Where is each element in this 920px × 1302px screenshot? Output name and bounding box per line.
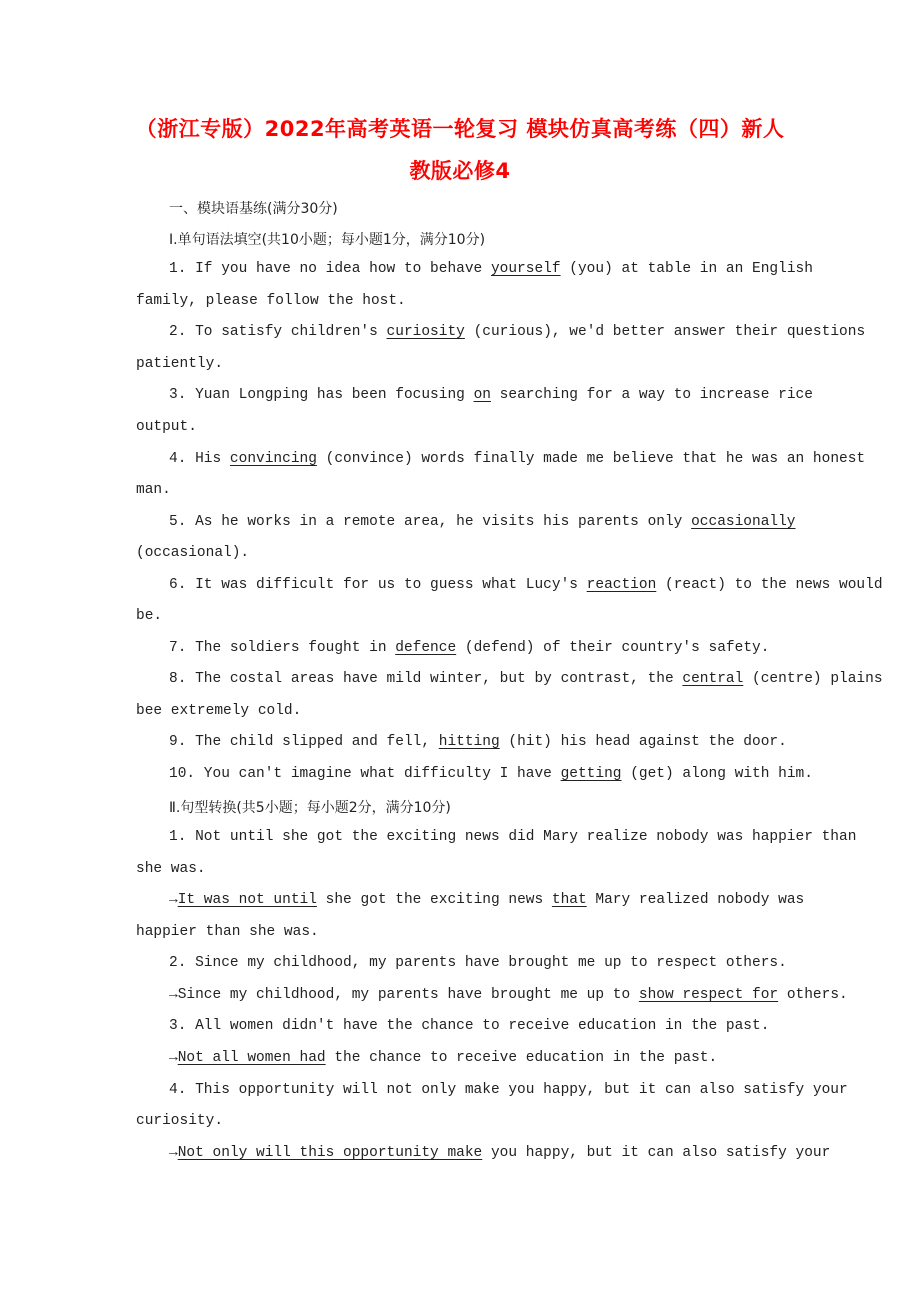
answer: on [473,387,491,403]
transform-3-question: 3. All women didn't have the chance to receive education in the past. [169,1018,770,1034]
answer: reaction [586,577,657,593]
question-1: 1. If you have no idea how to behave yourself (you) at table in an English [169,261,813,277]
question-2-cont: patiently. [136,356,224,372]
question-6: 6. It was difficult for us to guess what Lucy's reaction (react) to the news would [169,577,883,593]
transform-1-question-cont: she was. [136,861,206,877]
part2-heading: Ⅱ.句型转换(共5小题；每小题2分，满分10分) [169,800,451,816]
document-title-line1: （浙江专版）2022年高考英语一轮复习 模块仿真高考练（四）新人 [135,117,785,141]
section-heading: 一、模块语基练(满分30分) [169,201,338,217]
question-6-cont: be. [136,608,163,624]
transform-1-question: 1. Not until she got the exciting news did Mary realize nobody was happier than [169,829,857,845]
transform-2-answer: →Since my childhood, my parents have brought me up to show respect for others. [169,987,848,1003]
answer: occasionally [691,514,796,530]
part1-heading: Ⅰ.单句语法填空(共10小题；每小题1分，满分10分) [169,232,486,248]
answer: getting [560,766,622,782]
arrow-icon: → [169,987,178,1003]
question-10: 10. You can't imagine what difficulty I have getting (get) along with him. [169,766,813,782]
question-5-cont: (occasional). [136,545,250,561]
question-1-cont: family, please follow the host. [136,293,406,309]
transform-4-question-cont: curiosity. [136,1113,224,1129]
transform-1-answer: →It was not until she got the exciting news that Mary realized nobody was [169,892,805,908]
arrow-icon: → [169,1145,178,1161]
question-4-cont: man. [136,482,171,498]
question-7: 7. The soldiers fought in defence (defend) of their country's safety. [169,640,770,656]
document-title-line2: 教版必修4 [409,159,511,183]
answer: convincing [229,451,317,467]
question-2: 2. To satisfy children's curiosity (curious), we'd better answer their questions [169,324,866,340]
question-9: 9. The child slipped and fell, hitting (hit) his head against the door. [169,734,787,750]
answer: curiosity [386,324,465,340]
question-8-cont: bee extremely cold. [136,703,302,719]
answer: central [682,671,744,687]
arrow-icon: → [169,892,178,908]
answer: yourself [490,261,561,277]
transform-4-question: 4. This opportunity will not only make you happy, but it can also satisfy your [169,1082,848,1098]
transform-3-answer: →Not all women had the chance to receive education in the past. [169,1050,718,1066]
question-5: 5. As he works in a remote area, he visits his parents only occasionally [169,514,796,530]
arrow-icon: → [169,1050,178,1066]
transform-4-answer: →Not only will this opportunity make you happy, but it can also satisfy your [169,1145,831,1161]
question-4: 4. His convincing (convince) words finally made me believe that he was an honest [169,451,866,467]
transform-2-question: 2. Since my childhood, my parents have brought me up to respect others. [169,955,787,971]
answer: defence [395,640,457,656]
question-8: 8. The costal areas have mild winter, but by contrast, the central (centre) plains [169,671,883,687]
transform-1-answer-cont: happier than she was. [136,924,319,940]
question-3: 3. Yuan Longping has been focusing on searching for a way to increase rice [169,387,813,403]
answer: hitting [438,734,500,750]
question-3-cont: output. [136,419,197,435]
